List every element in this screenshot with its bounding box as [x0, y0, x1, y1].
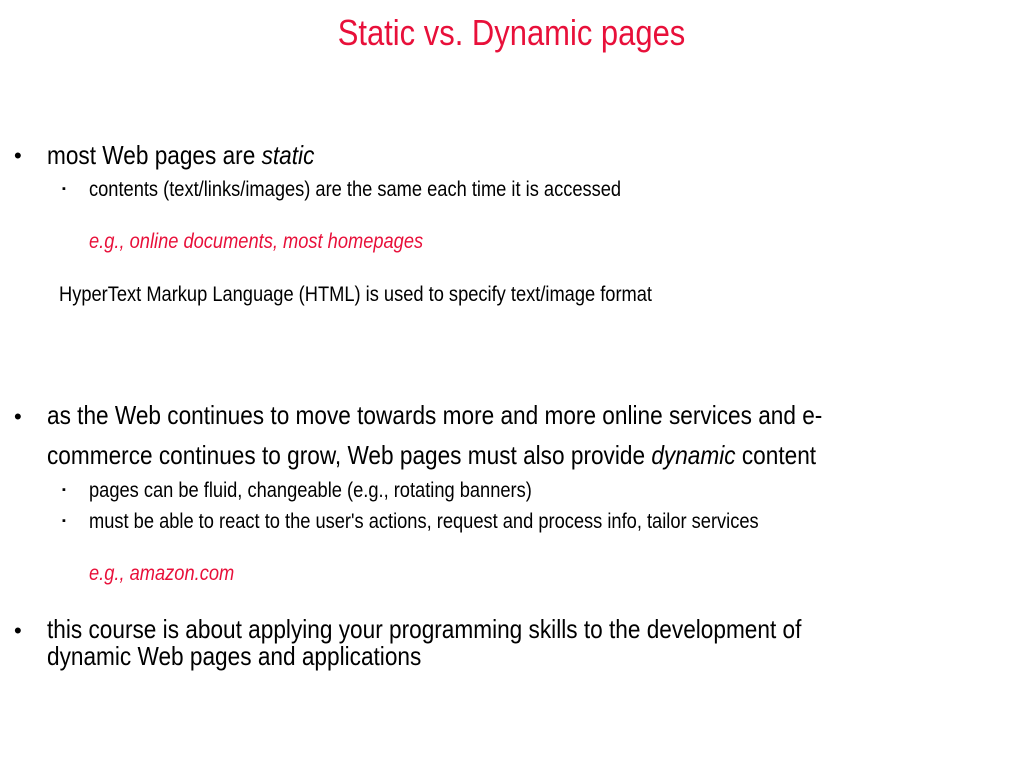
bullet-1-note: HyperText Markup Language (HTML) is used to specify text/image format [59, 283, 653, 306]
bullet-2-sub-1: pages can be fluid, changeable (e.g., rotating banners) [89, 479, 532, 502]
slide-title: Static vs. Dynamic pages [337, 12, 686, 53]
bullet-3-line-2: dynamic Web pages and applications [47, 641, 422, 671]
bullet-2-line-2-post: content [735, 440, 817, 470]
bullet-1-example: e.g., online documents, most homepages [89, 230, 424, 253]
bullet-3-line-1: this course is about applying your programming skills to the development of [47, 614, 802, 644]
bullet-1-sub-1: contents (text/links/images) are the same each time it is accessed [89, 178, 622, 201]
bullet-2-line-1: as the Web continues to move towards more and more online services and e- [47, 400, 823, 430]
bullet-2-emphasis: dynamic [651, 440, 736, 470]
sub-bullet-icon: ▪ [62, 515, 66, 527]
bullet-2-line-2 [47, 440, 816, 471]
bullet-icon: • [14, 143, 22, 168]
bullet-icon: • [14, 618, 22, 643]
bullet-1-emphasis: static [261, 140, 315, 170]
bullet-1-text [47, 140, 314, 171]
sub-bullet-icon: ▪ [62, 183, 66, 195]
bullet-2-sub-2: must be able to react to the user's actions, request and process info, tailor services [89, 510, 759, 533]
bullet-icon: • [14, 404, 22, 429]
sub-bullet-icon: ▪ [62, 484, 66, 496]
bullet-1-label: most Web pages are [47, 140, 262, 170]
bullet-2-example: e.g., amazon.com [89, 562, 235, 585]
bullet-2-line-2-pre: commerce continues to grow, Web pages must also provide [47, 440, 652, 470]
